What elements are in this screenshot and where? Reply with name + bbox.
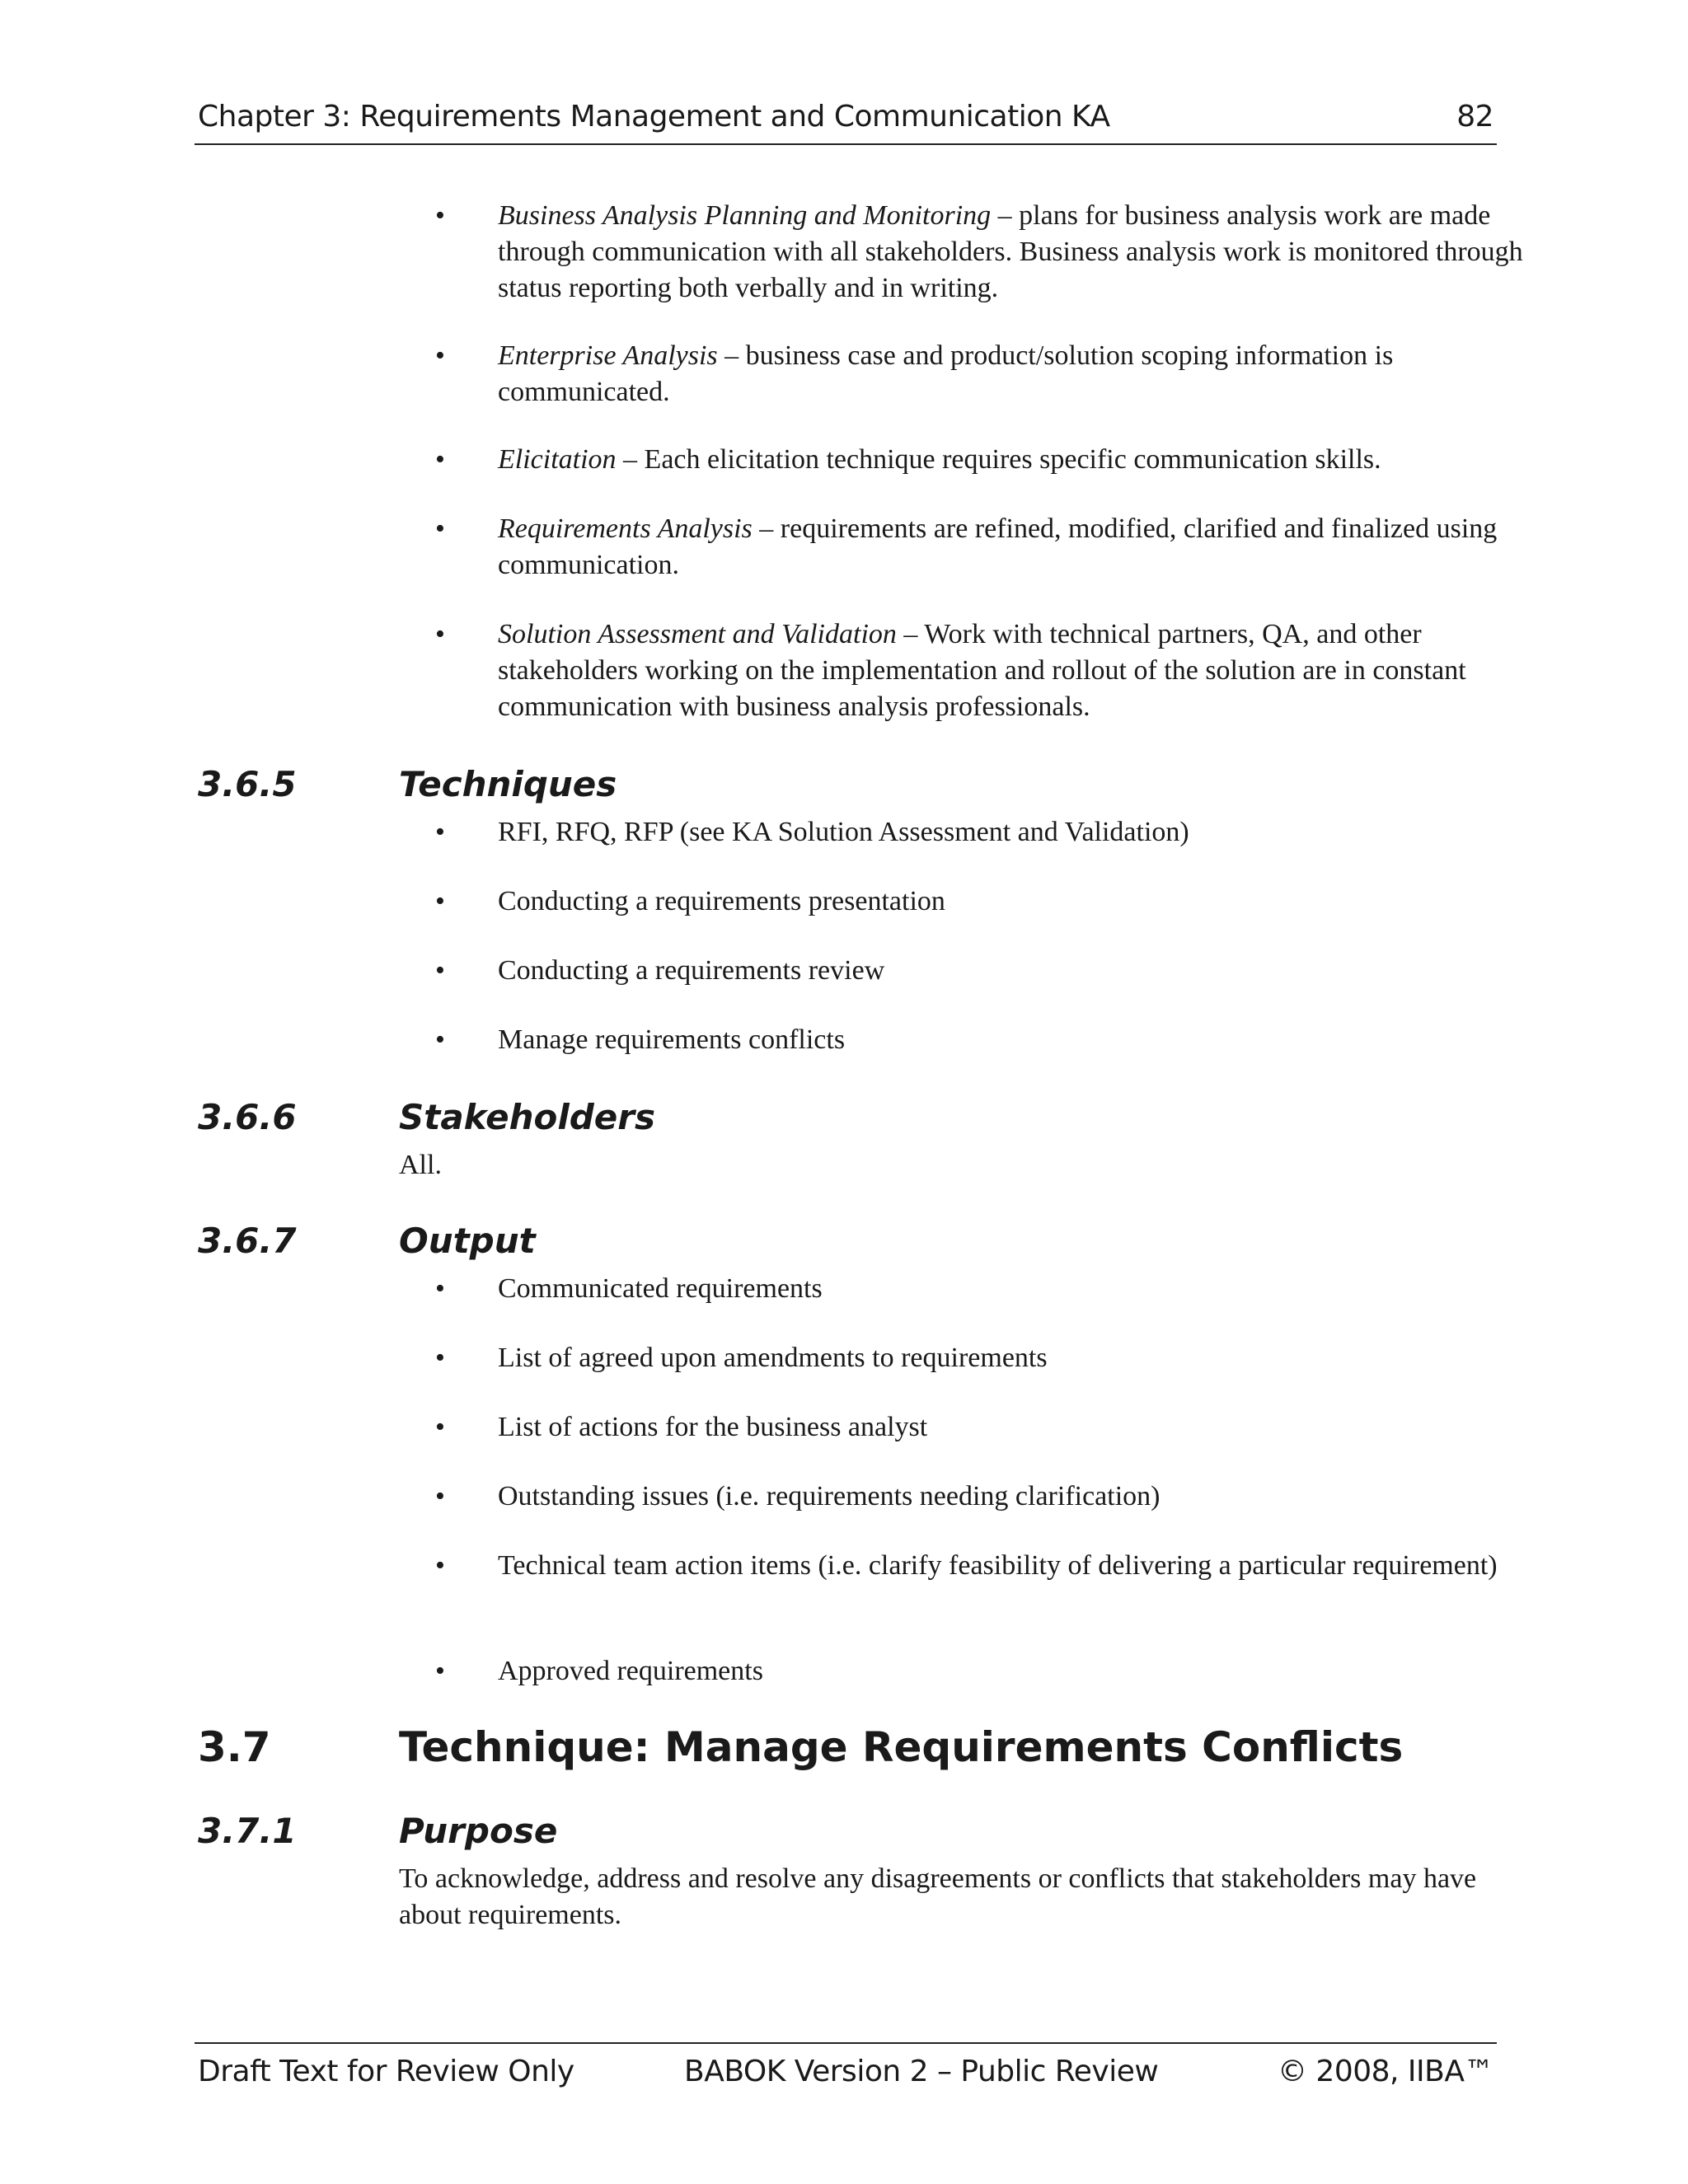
- section-title: Output: [399, 1221, 536, 1261]
- purpose-body: To acknowledge, address and resolve any disagreements or conflicts that stakeholders may have about requirements.: [399, 1863, 1477, 1930]
- list-item-text: – requirements are refined, modified, clarified and finalized using communication.: [498, 513, 1498, 580]
- list-item-text: Communicated requirements: [498, 1273, 823, 1304]
- bullet: •: [435, 1273, 445, 1304]
- section-title: Techniques: [399, 764, 617, 804]
- list-item-term: Requirements Analysis: [498, 513, 753, 544]
- bullet: •: [435, 1412, 445, 1442]
- bullet: •: [435, 817, 445, 847]
- section-number: 3.6.6: [198, 1097, 297, 1137]
- bullet: •: [435, 513, 445, 544]
- list-item-term: Enterprise Analysis: [498, 340, 718, 371]
- bullet: •: [435, 1481, 445, 1511]
- bullet: •: [435, 955, 445, 986]
- bullet: •: [435, 1024, 445, 1055]
- list-item-text: Approved requirements: [498, 1656, 763, 1686]
- page-number: 82: [1456, 100, 1493, 134]
- section-number: 3.6.5: [198, 764, 297, 804]
- stakeholders-body: All.: [399, 1150, 442, 1180]
- bullet: •: [435, 200, 445, 231]
- list-item-text: Outstanding issues (i.e. requirements needing clarification): [498, 1481, 1160, 1511]
- list-item-text: – Each elicitation technique requires specific communication skills.: [616, 444, 1381, 475]
- list-item-text: Technical team action items (i.e. clarify feasibility of delivering a particular requirement): [498, 1550, 1498, 1581]
- list-item-text: List of agreed upon amendments to requirements: [498, 1343, 1048, 1373]
- bullet: •: [435, 340, 445, 371]
- footer-document-title: BABOK Version 2 – Public Review: [684, 2055, 1159, 2088]
- list-item-text: – business case and product/solution scoping information is communicated.: [498, 340, 1394, 407]
- section-number: 3.7.1: [198, 1811, 297, 1851]
- list-item-text: List of actions for the business analyst: [498, 1412, 928, 1442]
- footer-draft-notice: Draft Text for Review Only: [198, 2055, 574, 2088]
- bullet: •: [435, 1343, 445, 1373]
- list-item-term: Elicitation: [498, 444, 617, 475]
- page-footer: [195, 2042, 1497, 2090]
- list-item-term: Solution Assessment and Validation: [498, 619, 897, 649]
- section-number: 3.6.7: [198, 1221, 297, 1261]
- section-title: Stakeholders: [399, 1097, 656, 1137]
- list-item-text: – plans for business analysis work are made through communication with all stakeholders. Business analysis work is monitored through status reporting both verbally and in writing.: [498, 200, 1523, 303]
- section-number: 3.7: [198, 1723, 271, 1771]
- section-title: Technique: Manage Requirements Conflicts: [399, 1723, 1404, 1771]
- page-header: [195, 99, 1497, 145]
- section-title: Purpose: [399, 1811, 558, 1851]
- bullet: •: [435, 444, 445, 475]
- list-item-text: RFI, RFQ, RFP (see KA Solution Assessment and Validation): [498, 817, 1189, 847]
- chapter-title: Chapter 3: Requirements Management and Communication KA: [198, 100, 1110, 134]
- list-item-text: Conducting a requirements review: [498, 955, 885, 986]
- bullet: •: [435, 886, 445, 916]
- bullet: •: [435, 1656, 445, 1686]
- bullet: •: [435, 1550, 445, 1581]
- list-item-term: Business Analysis Planning and Monitoring: [498, 200, 992, 231]
- list-item-text: – Work with technical partners, QA, and other stakeholders working on the implementation and rollout of the solution are in constant communication with business analysis professionals.: [498, 619, 1466, 722]
- list-item-text: Conducting a requirements presentation: [498, 886, 945, 916]
- bullet: •: [435, 619, 445, 649]
- footer-copyright: © 2008, IIBA™: [1277, 2055, 1493, 2088]
- list-item-text: Manage requirements conflicts: [498, 1024, 846, 1055]
